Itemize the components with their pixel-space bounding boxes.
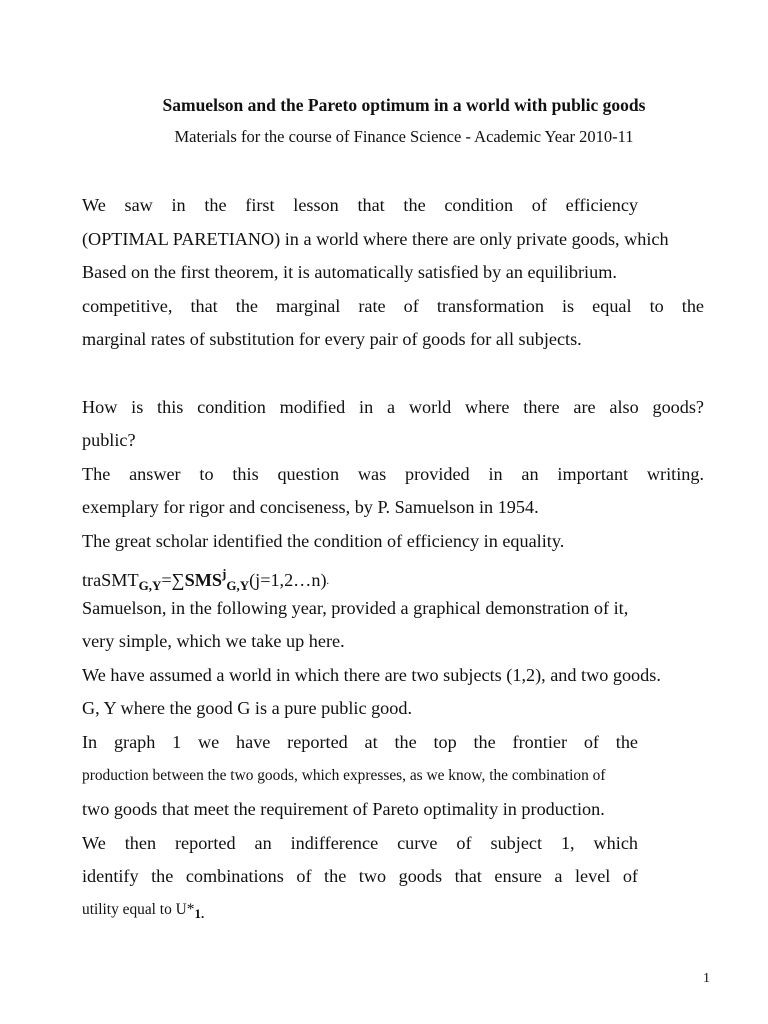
formula-subscript: G,Y [138,578,162,593]
paragraph-line: We have assumed a world in which there are two subjects (1,2), and two goods. [82,665,661,685]
paragraph-line: We then reported an indifference curve of subject 1, which [82,833,638,853]
formula-subscript: G,Y [226,578,250,593]
formula-equals: =∑ [161,570,185,590]
efficiency-formula [82,562,329,598]
paragraph-line: Based on the first theorem, it is automatically satisfied by an equilibrium. [82,262,617,282]
paragraph-line: public? [82,430,136,450]
formula-sms: SMS [184,570,222,590]
paragraph-line: competitive, that the marginal rate of transformation is equal to the [82,296,704,316]
formula-trail: . [326,576,330,587]
paragraph-line: production between the two goods, which expresses, as we know, the combination of [82,767,606,784]
paragraph-line-utility [82,898,204,926]
paragraph-line: The great scholar identified the condition of efficiency in equality. [82,531,565,551]
document-title: Samuelson and the Pareto optimum in a world with public goods [162,95,646,115]
formula-prefix: traSMT [82,570,139,590]
paragraph-line: identify the combinations of the two goods that ensure a level of [82,866,638,886]
utility-text: utility equal to U* [82,901,195,918]
paragraph-line: We saw in the first lesson that the condition of efficiency [82,195,638,215]
paragraph-line: In graph 1 we have reported at the top the frontier of the [82,732,638,752]
paragraph-line: marginal rates of substitution for every pair of goods for all subjects. [82,329,582,349]
document-subtitle: Materials for the course of Finance Science - Academic Year 2010-11 [174,127,634,146]
paragraph-line: (OPTIMAL PARETIANO) in a world where there are only private goods, which [82,229,669,249]
paragraph-line: G, Y where the good G is a pure public good. [82,698,412,718]
paragraph-line: Samuelson, in the following year, provided a graphical demonstration of it, [82,598,629,618]
page-number: 1 [703,971,710,986]
paragraph-line: exemplary for rigor and conciseness, by P. Samuelson in 1954. [82,497,539,517]
formula-superscript: j [221,566,227,581]
paragraph-line: How is this condition modified in a world where there are also goods? [82,397,704,417]
paragraph-line: two goods that meet the requirement of Pareto optimality in production. [82,799,605,819]
utility-subscript: 1. [194,906,205,921]
paragraph-line: The answer to this question was provided in an important writing. [82,464,704,484]
formula-range: (j=1,2…n) [249,570,327,590]
paragraph-line: very simple, which we take up here. [82,631,345,651]
